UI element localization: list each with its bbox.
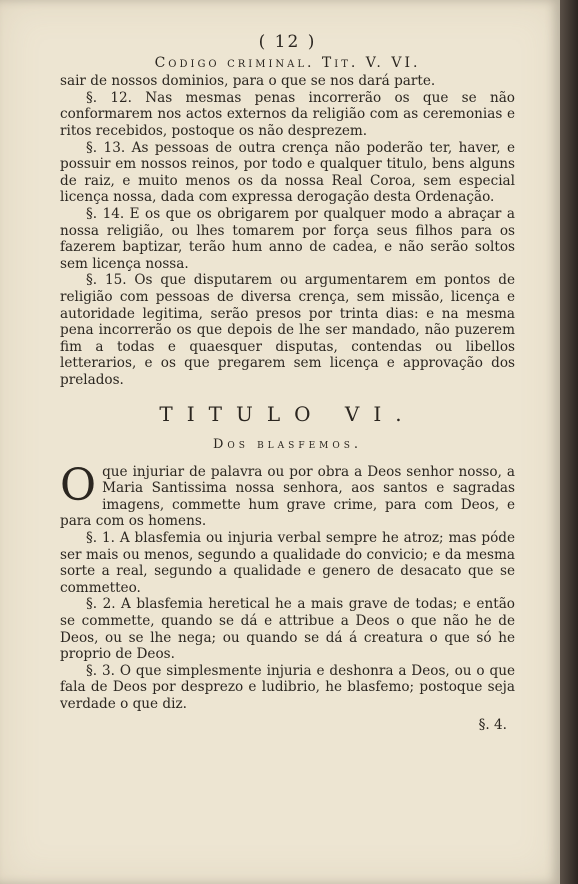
page-number: ( 12 )	[258, 32, 317, 52]
chapter-subtitle: Dos blasfemos.	[212, 437, 363, 453]
paragraph-section-13: §. 13. As pessoas de outra crença não poderão ter, haver, e possuir em nossos reinos, por todo e qualquer titulo, bens alguns de raiz, e muito menos os da nossa Real Coroa, sem especial licença nossa, dada com expressa derogação desta Ordenação.	[60, 139, 515, 206]
paragraph-section-1: §. 1. A blasfemia ou injuria verbal sempre he atroz; mas póde ser mais ou menos, segundo a qualidade do convicio; e da mesma sorte a real, segundo a qualidade e genero de desacato que se commetteo.	[60, 530, 515, 596]
page-text-block	[60, 34, 515, 733]
paragraph-section-12: §. 12. Nas mesmas penas incorrerão os que se não conformarem nos actos externos da religião com as ceremonias e ritos recebidos, postoque os não desprezem.	[60, 89, 515, 139]
book-gutter	[560, 0, 578, 884]
drop-cap: O	[60, 459, 97, 511]
paragraph-continuation: sair de nossos dominios, para o que se nos dará parte.	[60, 73, 436, 90]
chapter-title: TITULO VI.	[159, 402, 416, 427]
catchword: §. 4.	[478, 716, 507, 733]
paragraph-opening	[60, 459, 515, 530]
paragraph-section-15: §. 15. Os que disputarem ou argumentarem em pontos de religião com pessoas de diversa crença, sem missão, licença e autoridade legitima, serão presos por trinta dias: e na mesma pena incorrerão os que depois de lhe ser mandado, não puzerem fim a todas e quaesquer disputas, contendas ou libellos letterarios, e os que pregarem sem licença e approvação dos prelados.	[60, 272, 515, 388]
running-head: Codigo criminal. Tit. V. VI.	[154, 54, 421, 71]
paragraph-section-14: §. 14. E os que os obrigarem por qualquer modo a abraçar a nossa religião, ou lhes tomarem por força seus filhos para os fazerem baptizar, terão hum anno de cadea, e não serão soltos sem licença nossa.	[60, 205, 515, 272]
paragraph-section-3: §. 3. O que simplesmente injuria e deshonra a Deos, ou o que fala de Deos por desprezo e ludibrio, he blasfemo; postoque seja verdade o que diz.	[60, 662, 515, 712]
opening-text: que injuriar de palavra ou por obra a Deos senhor nosso, a Maria Santissima nossa senhora, aos santos e sagradas imagens, commette hum grave crime, para com Deos, e para com os homens.	[60, 463, 515, 530]
paragraph-section-2: §. 2. A blasfemia heretical he a mais grave de todas; e então se commette, quando se dá e attribue a Deos o que não he de Deos, ou se lhe nega; ou quando se dá á creatura o que só he proprio de Deos.	[60, 596, 515, 663]
